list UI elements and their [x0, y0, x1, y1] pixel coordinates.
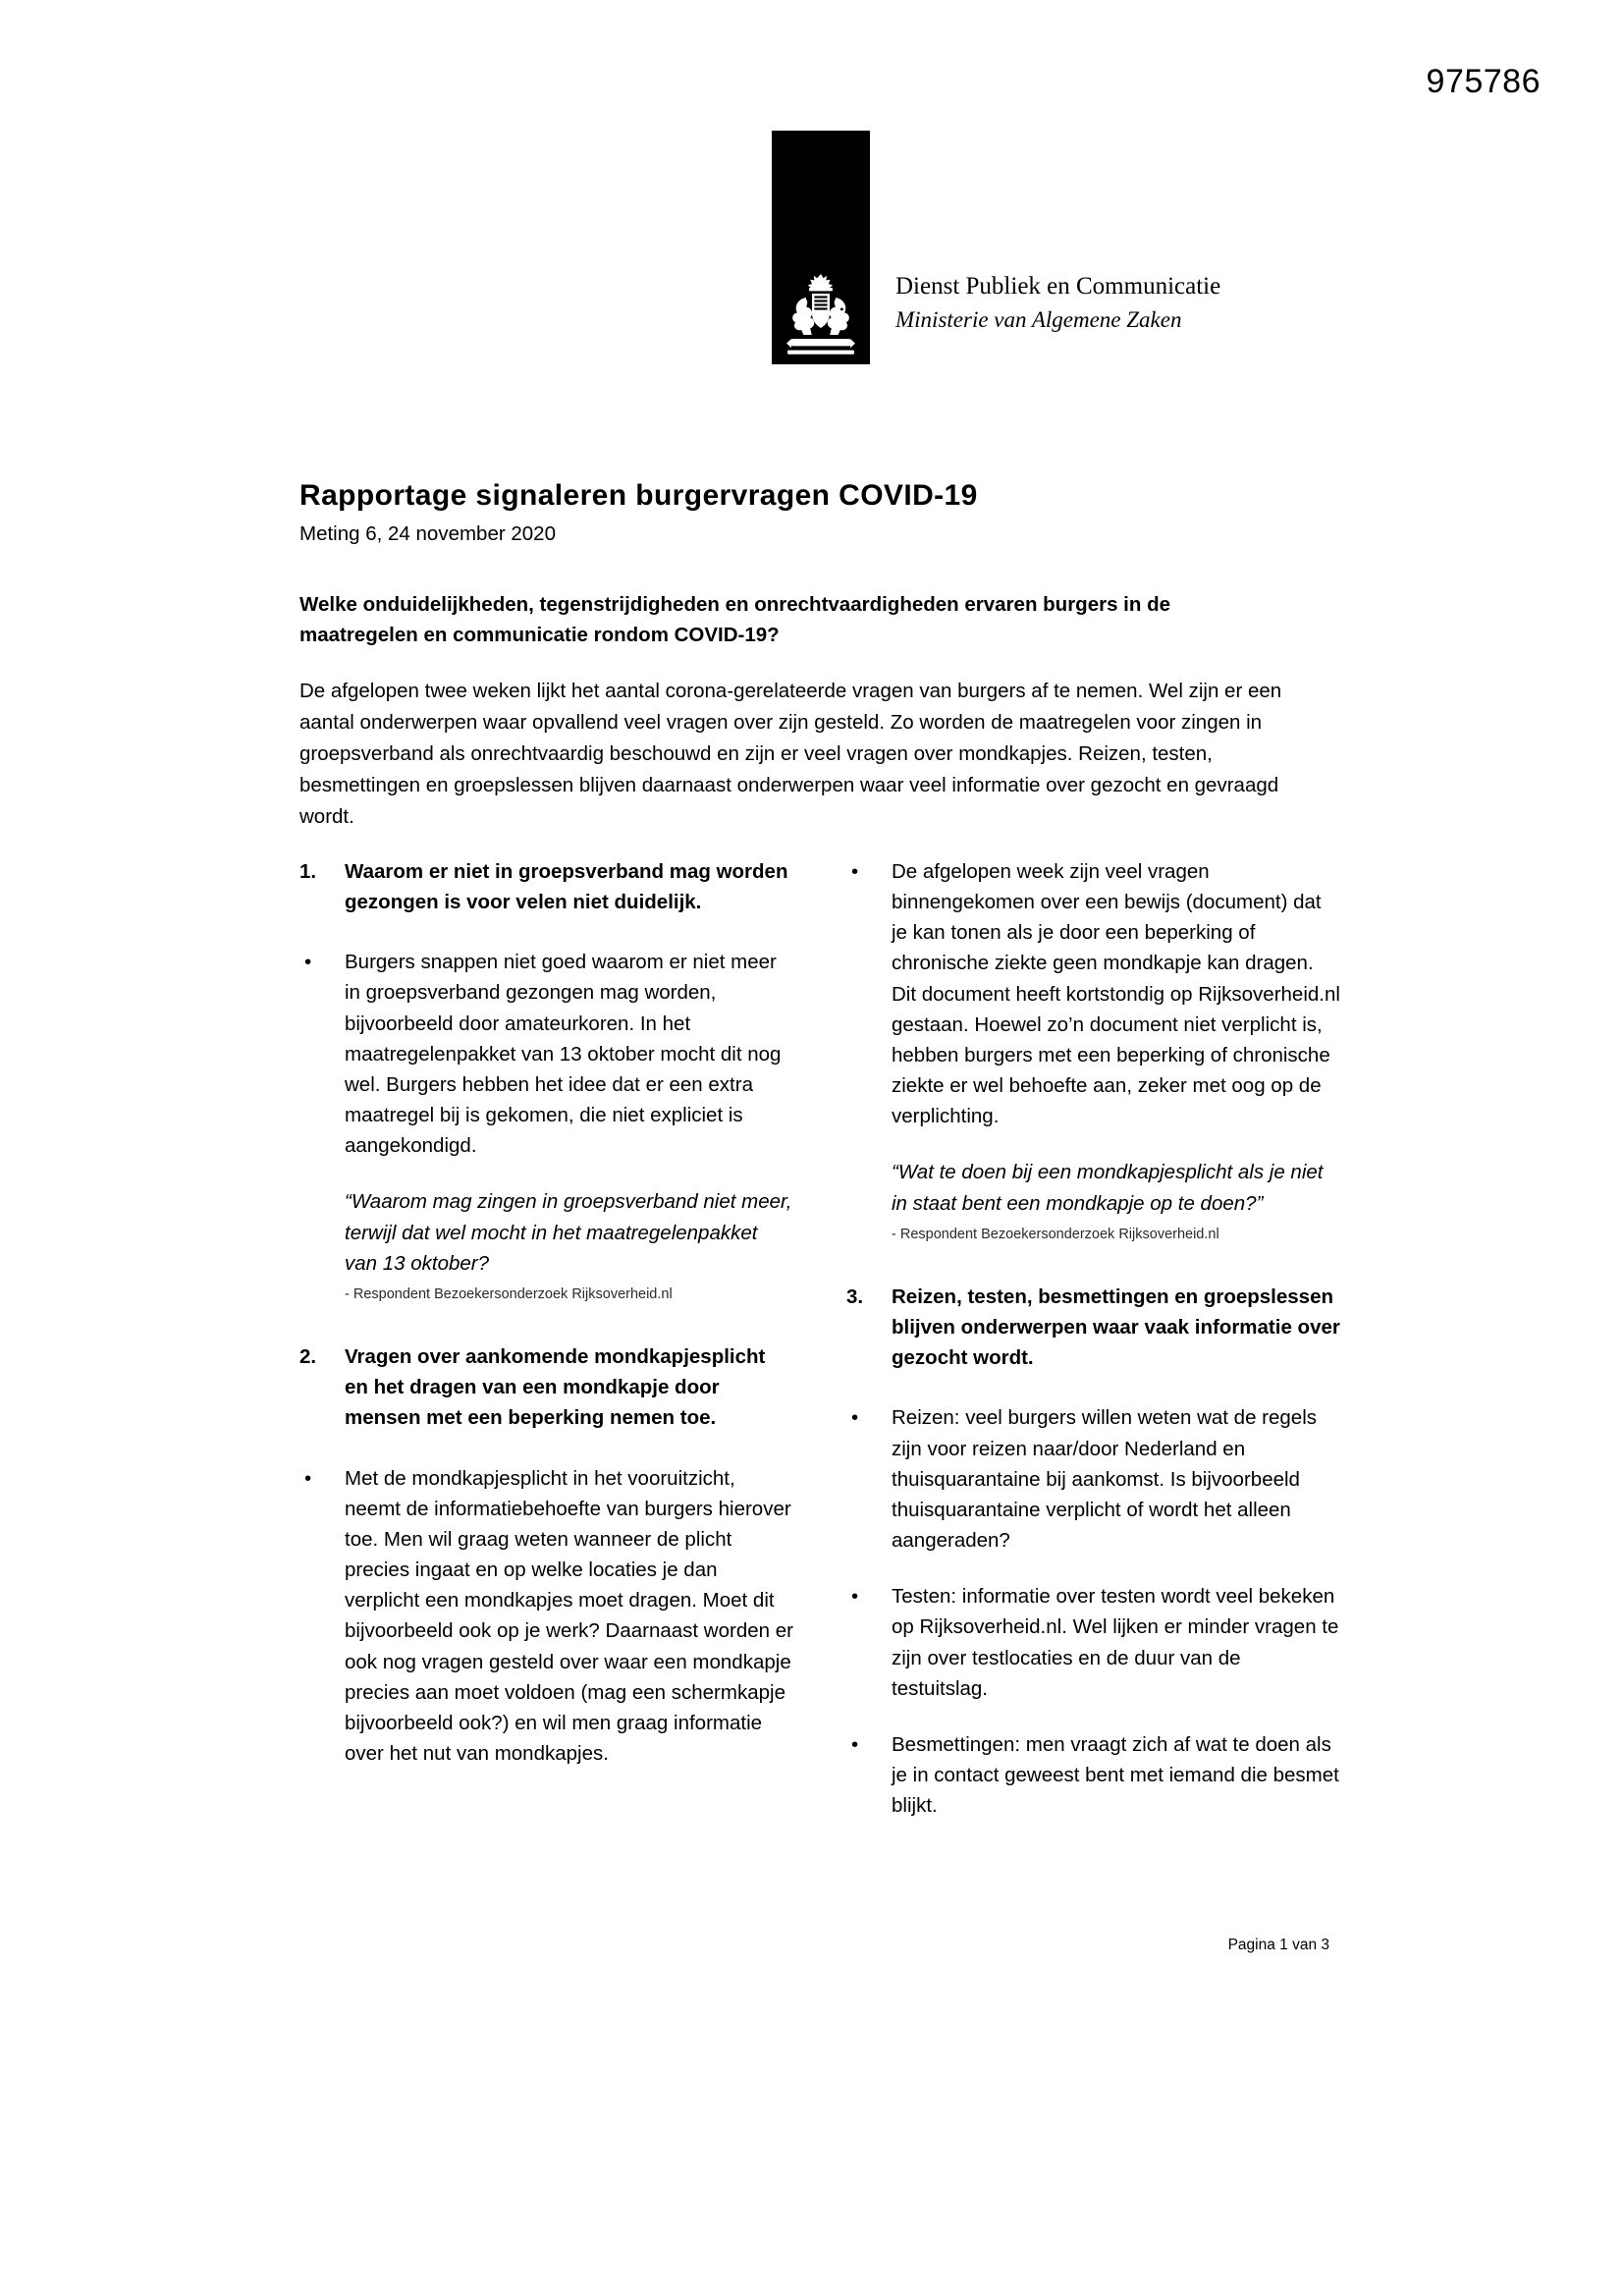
page-footer: Pagina 1 van 3	[1227, 1937, 1329, 1953]
quote-source: - Respondent Bezoekersonderzoek Rijksoverheid.nl	[892, 1226, 1219, 1242]
numbered-item-1	[299, 856, 793, 917]
dutch-coat-of-arms-icon	[783, 270, 859, 356]
logo-ministry: Ministerie van Algemene Zaken	[895, 306, 1182, 332]
item-number: 2.	[299, 1345, 317, 1369]
list-item	[299, 1463, 793, 1770]
logo-organisation: Dienst Publiek en Communicatie	[895, 272, 1221, 300]
document-subtitle: Meting 6, 24 november 2020	[299, 522, 556, 545]
bullet-icon: •	[304, 951, 312, 974]
left-column	[299, 856, 793, 1846]
page-title: Rapportage signaleren burgervragen COVID-19	[299, 479, 978, 512]
list-item	[846, 1581, 1340, 1704]
spacer	[846, 1270, 1340, 1282]
bullet-text: De afgelopen week zijn veel vragen binnengekomen over een bewijs (document) dat je kan tonen als je door een beperking of chronische ziekte geen mondkapje kan dragen. Dit document heeft kortstondig op Rijksoverheid.nl gestaan. Hoewel zo’n document niet verplicht is, hebben burgers met een beperking of chronische ziekte er wel behoefte aan, zeker met oog op de verplichting.	[892, 860, 1340, 1128]
body-columns	[299, 856, 1340, 1846]
document-header-content	[299, 479, 1326, 833]
item-number: 1.	[299, 860, 317, 883]
bullet-icon: •	[304, 1466, 312, 1490]
document-number: 975786	[1426, 63, 1541, 100]
bullet-text: Testen: informatie over testen wordt veel bekeken op Rijksoverheid.nl. Wel lijken er minder vragen te zijn over testlocaties en de duur van de testuitslag.	[892, 1585, 1339, 1700]
list-item	[846, 856, 1340, 1131]
bullet-text: Burgers snappen niet goed waarom er niet meer in groepsverband gezongen mag worden, bijvoorbeeld door amateurkoren. In het maatregelenpakket van 13 oktober mocht dit nog wel. Burgers hebben het idee dat er een extra maatregel bij is gekomen, die niet expliciet is aangekondigd.	[345, 951, 782, 1158]
intro-paragraph: De afgelopen twee weken lijkt het aantal corona-gerelateerde vragen van burgers af te nemen. Wel zijn er een aantal onderwerpen waar opvallend veel vragen over zijn gesteld. Zo worden de maatregelen voor zingen in groepsverband als onrechtvaardig beschouwd en zijn er veel vragen over mondkapjes. Reizen, testen, besmettingen en groepslessen blijven daarnaast onderwerpen waar veel informatie over gezocht en gevraagd wordt.	[299, 680, 1282, 829]
bullet-icon: •	[851, 1406, 859, 1430]
bullet-icon: •	[851, 860, 859, 883]
item-number: 3.	[846, 1285, 864, 1309]
numbered-item-2	[299, 1341, 793, 1433]
quote-text: “Wat te doen bij een mondkapjesplicht als je niet in staat bent een mondkapje op te doen?”	[892, 1161, 1324, 1215]
list-item	[299, 947, 793, 1161]
right-column	[846, 856, 1340, 1846]
quote-source: - Respondent Bezoekersonderzoek Rijksoverheid.nl	[345, 1285, 673, 1302]
quote-block	[892, 1157, 1340, 1244]
bullet-text: Reizen: veel burgers willen weten wat de regels zijn voor reizen naar/door Nederland en thuisquarantaine bij aankomst. Is bijvoorbeeld thuisquarantaine verplicht of wordt het alleen aangeraden?	[892, 1406, 1318, 1553]
item-heading: Vragen over aankomende mondkapjesplicht en het dragen van een mondkapje door mensen met een beperking nemen toe.	[345, 1345, 766, 1430]
item-heading: Waarom er niet in groepsverband mag worden gezongen is voor velen niet duidelijk.	[345, 860, 788, 914]
quote-block	[345, 1186, 793, 1304]
bullet-text: Met de mondkapjesplicht in het vooruitzicht, neemt de informatiebehoefte van burgers hierover toe. Men wil graag weten wanneer de plicht precies ingaat en op welke locaties je dan verplicht een mondkapjes moet dragen. Moet dit bijvoorbeeld ook op je werk? Daarnaast worden er ook nog vragen gesteld over waar een mondkapje precies aan moet voldoen (mag een schermkapje bijvoorbeeld ook?) en wil men graag informatie over het nut van mondkapjes.	[345, 1466, 793, 1766]
section-question: Welke onduidelijkheden, tegenstrijdigheden en onrechtvaardigheden ervaren burgers in de maatregelen en communicatie rondom COVID-19?	[299, 593, 1171, 647]
list-item	[846, 1402, 1340, 1556]
logo-black-bar	[772, 131, 870, 364]
logo-text-block	[870, 270, 1220, 364]
bullet-text: Besmettingen: men vraagt zich af wat te doen als je in contact geweest bent met iemand die besmet blijkt.	[892, 1732, 1339, 1818]
bullet-icon: •	[851, 1732, 859, 1756]
bullet-icon: •	[851, 1585, 859, 1609]
list-item	[846, 1729, 1340, 1821]
spacer	[299, 1330, 793, 1341]
government-logo	[772, 131, 1220, 364]
item-heading: Reizen, testen, besmettingen en groepslessen blijven onderwerpen waar vaak informatie over gezocht wordt.	[892, 1285, 1340, 1370]
quote-text: “Waarom mag zingen in groepsverband niet meer, terwijl dat wel mocht in het maatregelenpakket van 13 oktober?	[345, 1190, 792, 1275]
numbered-item-3	[846, 1282, 1340, 1373]
